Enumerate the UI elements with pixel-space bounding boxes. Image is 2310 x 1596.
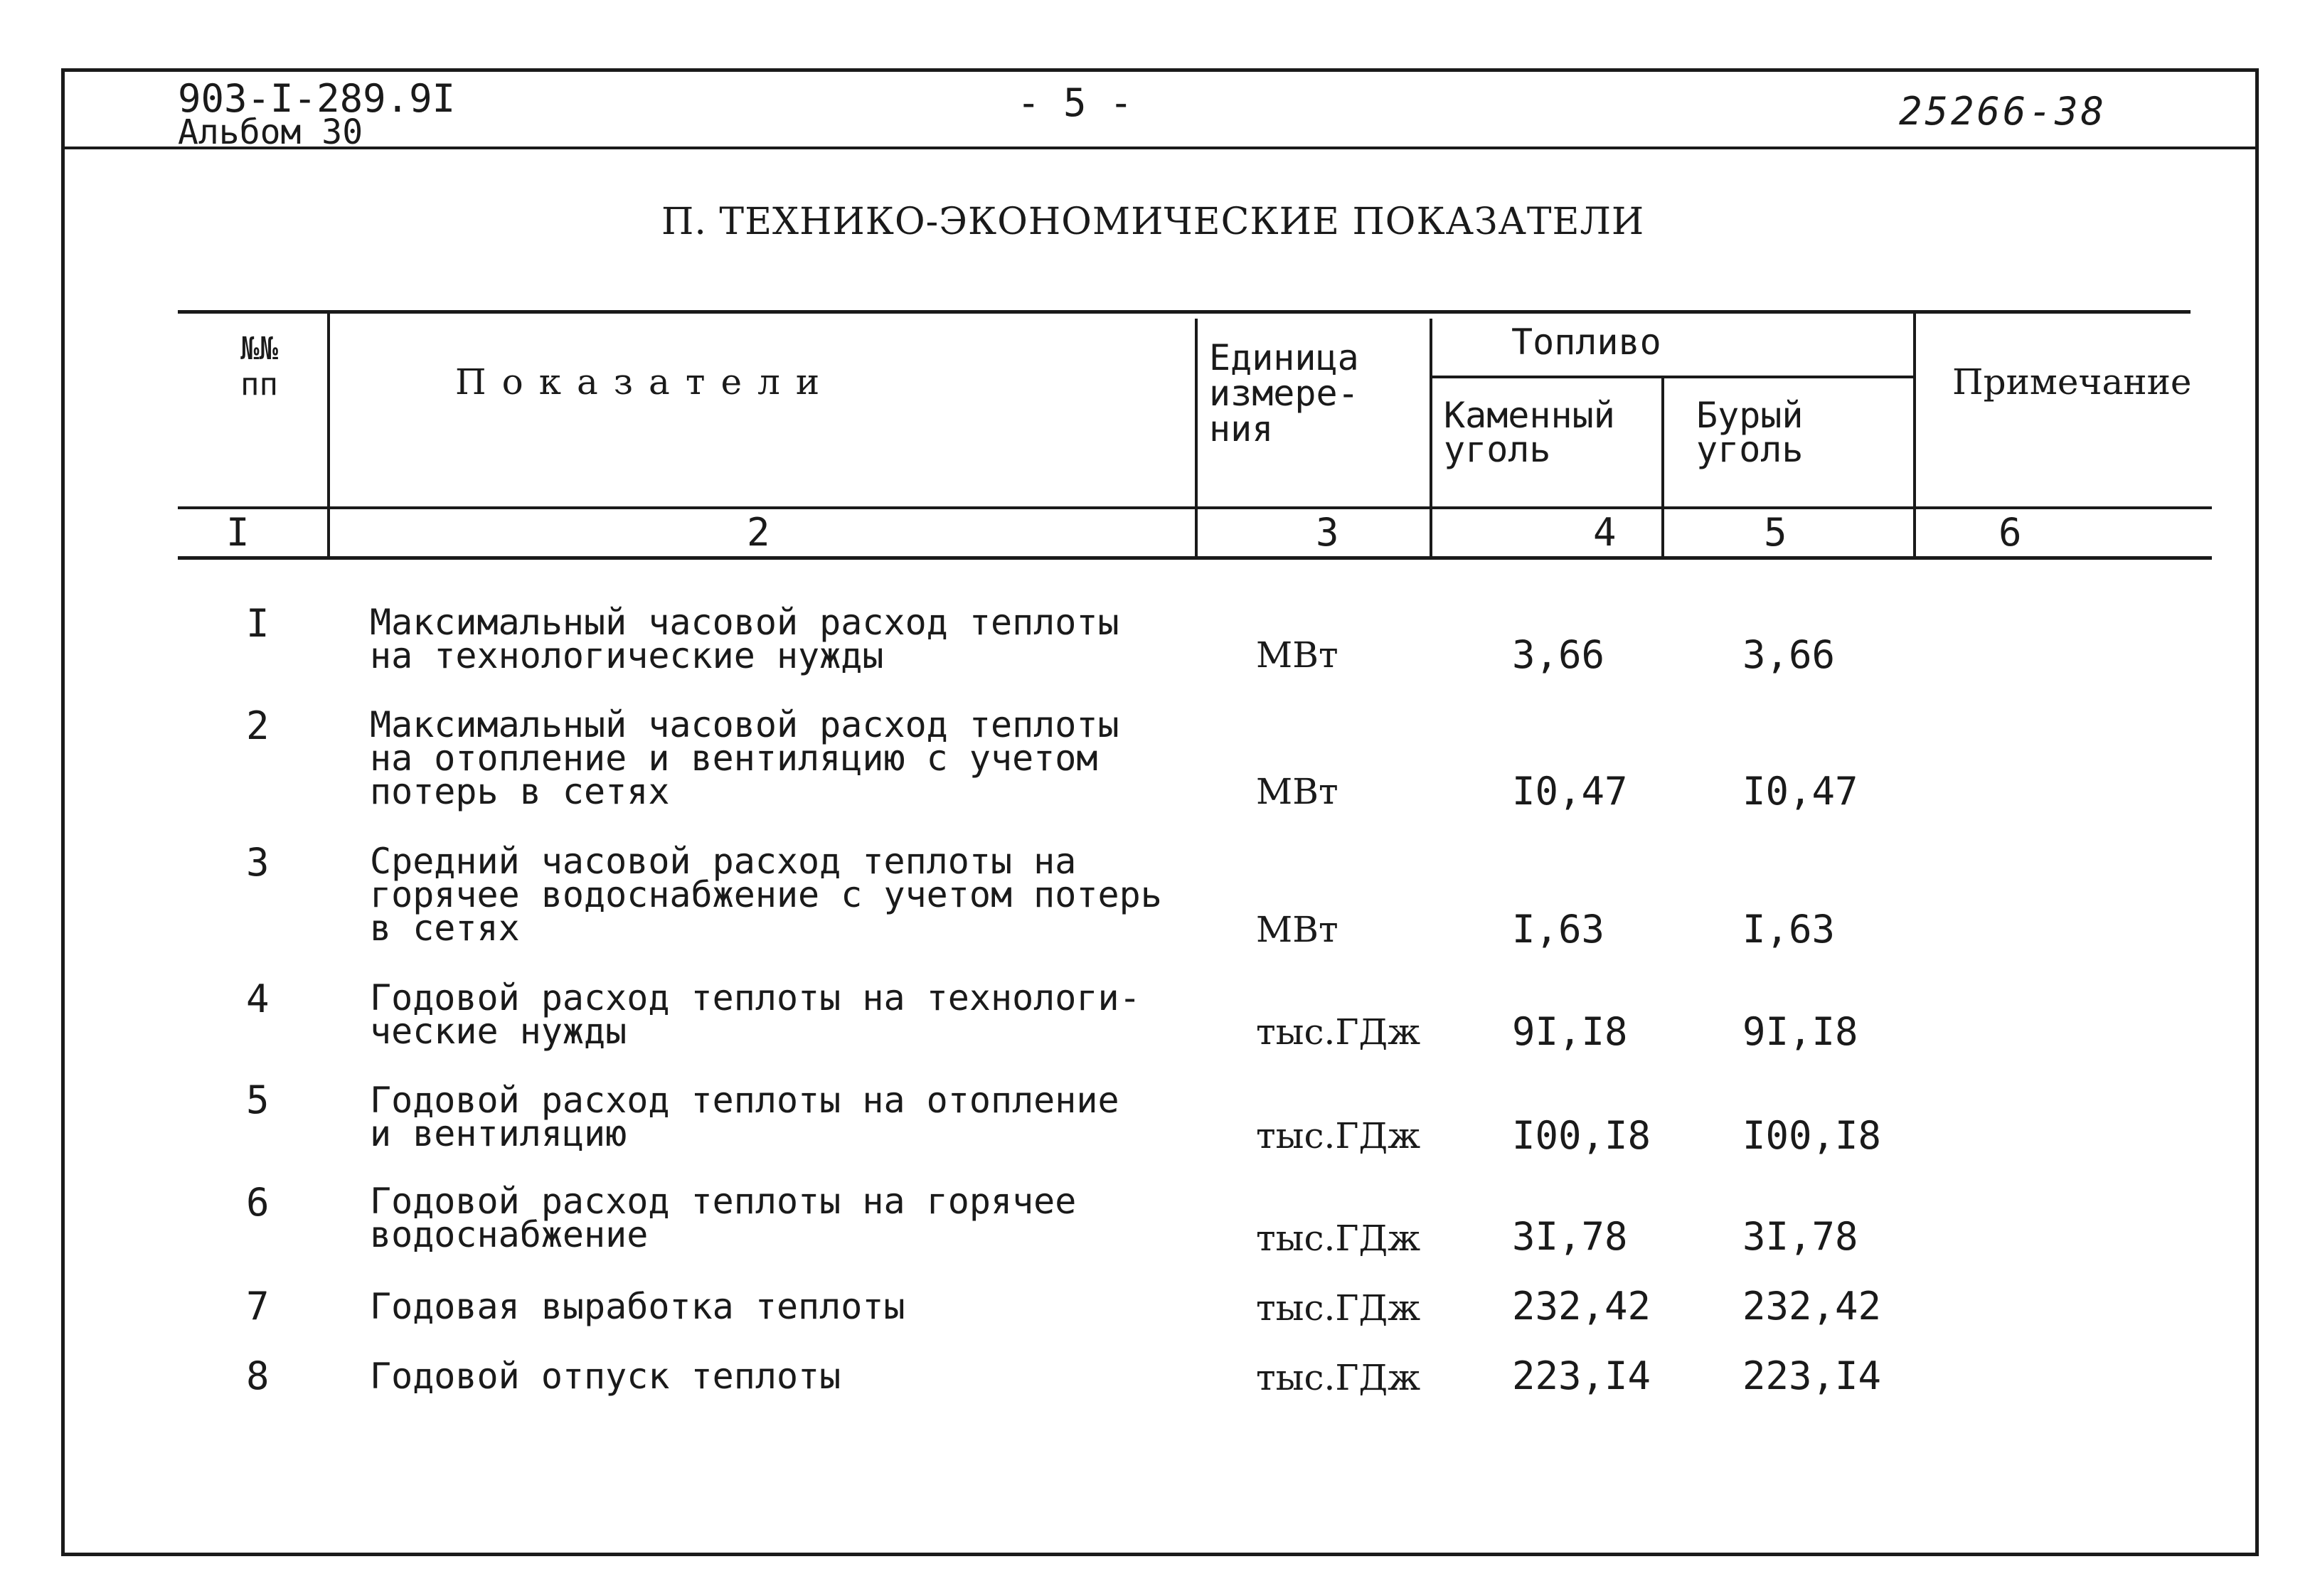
header-coal: Каменный уголь (1444, 395, 1615, 470)
row-8-brown-coal: 223,I4 (1742, 1353, 1882, 1398)
row-6-number: 6 (246, 1180, 270, 1225)
document-code: 903-I-289.9I (178, 76, 456, 121)
table-top-border (178, 310, 2191, 314)
row-3-indicator: Средний часовой расход теплоты на горячее водоснабжение с учетом потерь в сетях (370, 841, 1162, 949)
column-divider-5 (1913, 310, 1916, 559)
column-divider-1 (327, 310, 330, 559)
column-number-6: 6 (1998, 510, 2022, 555)
header-note: Примечание (1952, 361, 2192, 403)
column-number-5: 5 (1764, 510, 1787, 555)
row-8-coal: 223,I4 (1512, 1353, 1651, 1398)
row-8-indicator: Годовой отпуск теплоты (370, 1356, 841, 1397)
row-2-brown-coal: I0,47 (1742, 769, 1858, 814)
header-unit: Единица измере- ния (1209, 337, 1359, 449)
row-8-number: 8 (246, 1353, 270, 1398)
row-6-brown-coal: 3I,78 (1742, 1214, 1858, 1259)
fuel-subheader-border (1430, 376, 1913, 378)
row-1-unit: МВт (1256, 634, 1338, 676)
row-4-brown-coal: 9I,I8 (1742, 1009, 1858, 1054)
row-5-unit: тыс.ГДж (1256, 1115, 1421, 1156)
row-4-number: 4 (246, 977, 270, 1021)
row-2-indicator: Максимальный часовой расход теплоты на отопление и вентиляцию с учетом потерь в сетях (370, 704, 1119, 812)
column-number-2: 2 (747, 510, 770, 555)
header-indicator: Показатели (455, 361, 836, 403)
row-7-number: 7 (246, 1284, 270, 1329)
row-3-coal: I,63 (1512, 907, 1605, 952)
row-4-unit: тыс.ГДж (1256, 1011, 1421, 1053)
doc-number: 25266-38 (1899, 89, 2107, 134)
row-2-number: 2 (246, 703, 270, 748)
row-7-coal: 232,42 (1512, 1284, 1651, 1329)
row-4-coal: 9I,I8 (1512, 1009, 1628, 1054)
row-2-coal: I0,47 (1512, 769, 1628, 814)
column-number-3: 3 (1316, 510, 1339, 555)
row-6-unit: тыс.ГДж (1256, 1218, 1421, 1259)
row-2-unit: МВт (1256, 771, 1338, 812)
column-divider-4 (1661, 377, 1664, 559)
row-1-brown-coal: 3,66 (1742, 632, 1836, 677)
header-brown-coal: Бурый уголь (1696, 395, 1804, 470)
row-6-indicator: Годовой расход теплоты на горячее водоснабжение (370, 1181, 1077, 1255)
row-5-coal: I00,I8 (1512, 1113, 1651, 1158)
column-divider-2 (1195, 319, 1198, 559)
page-title: П. ТЕХНИКО-ЭКОНОМИЧЕСКИЕ ПОКАЗАТЕЛИ (661, 201, 1645, 243)
row-8-unit: тыс.ГДж (1256, 1357, 1421, 1398)
album-label: Альбом 30 (178, 112, 363, 152)
row-7-indicator: Годовая выработка теплоты (370, 1286, 905, 1327)
header-fuel: Топливо (1511, 321, 1661, 363)
row-7-unit: тыс.ГДж (1256, 1287, 1421, 1329)
page-frame (61, 68, 2259, 1556)
row-1-number: I (246, 601, 270, 646)
row-1-indicator: Максимальный часовой расход теплоты на технологические нужды (370, 602, 1119, 676)
header-number: №№ пп (240, 331, 278, 403)
row-3-brown-coal: I,63 (1742, 907, 1836, 952)
row-5-indicator: Годовой расход теплоты на отопление и вентиляцию (370, 1080, 1119, 1154)
header-divider (61, 147, 2255, 149)
row-6-coal: 3I,78 (1512, 1214, 1628, 1259)
page-number: - 5 - (1017, 80, 1133, 125)
column-divider-3 (1430, 319, 1432, 559)
row-1-coal: 3,66 (1512, 632, 1605, 677)
row-7-brown-coal: 232,42 (1742, 1284, 1882, 1329)
column-number-4: 4 (1593, 510, 1617, 555)
row-3-number: 3 (246, 840, 270, 885)
row-4-indicator: Годовой расход теплоты на технологи- ческие нужды (370, 977, 1141, 1052)
column-number-1: I (226, 510, 250, 555)
row-5-brown-coal: I00,I8 (1742, 1113, 1882, 1158)
row-5-number: 5 (246, 1078, 270, 1122)
row-3-unit: МВт (1256, 909, 1338, 950)
